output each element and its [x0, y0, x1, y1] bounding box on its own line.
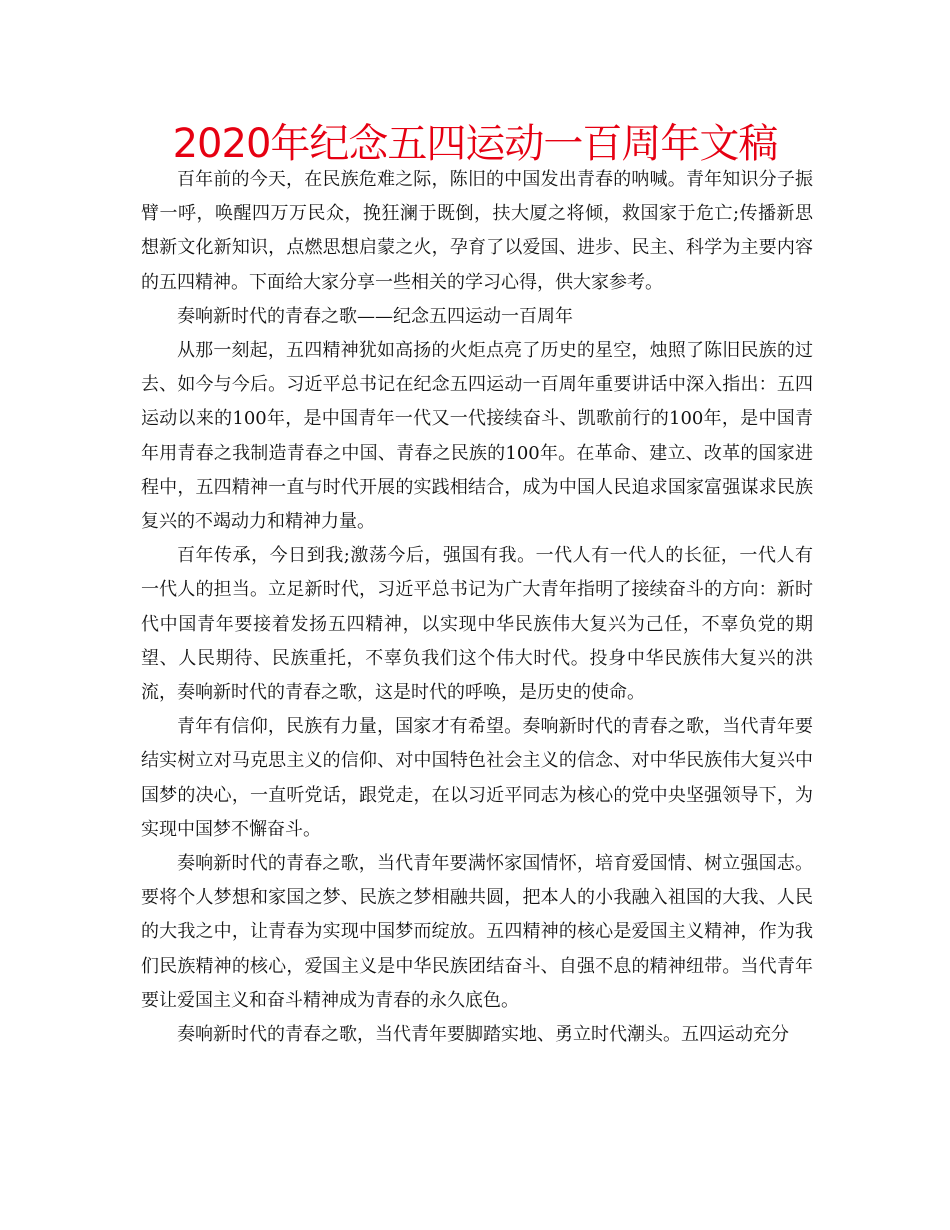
document-title: 2020年纪念五四运动一百周年文稿 [172, 121, 778, 167]
paragraph-intro: 百年前的今天，在民族危难之际，陈旧的中国发出青春的呐喊。青年知识分子振臂一呼，唤醒四万万民众，挽狂澜于既倒，扶大厦之将倾，救国家于危亡;传播新思想新文化新知识，点燃思想启蒙之火，孕育了以爱国、进步、民主、科学为主要内容的五四精神。下面给大家分享一些相关的学习心得，供大家参考。 [141, 169, 813, 293]
paragraph: 从那一刻起，五四精神犹如高扬的火炬点亮了历史的星空，烛照了陈旧民族的过去、如今与今后。习近平总书记在纪念五四运动一百周年重要讲话中深入指出：五四运动以来的100年，是中国青年一代又一代接续奋斗、凯歌前行的100年，是中国青年用青春之我制造青春之中国、青春之民族的100年。在革命、建立、改革的国家进程中，五四精神一直与时代开展的实践相结合，成为中国人民追求国家富强谋求民族复兴的不竭动力和精神力量。 [141, 340, 813, 533]
paragraph-subheading: 奏响新时代的青春之歌——纪念五四运动一百周年 [177, 305, 573, 327]
paragraph: 奏响新时代的青春之歌，当代青年要脚踏实地、勇立时代潮头。五四运动充分 [177, 1024, 789, 1046]
document-body [141, 163, 813, 1052]
paragraph: 青年有信仰，民族有力量，国家才有希望。奏响新时代的青春之歌，当代青年要结实树立对马克思主义的信仰、对中国特色社会主义的信念、对中华民族伟大复兴中国梦的决心，一直听党话，跟党走，在以习近平同志为核心的党中央坚强领导下，为实现中国梦不懈奋斗。 [141, 716, 813, 840]
paragraph: 百年传承，今日到我;激荡今后，强国有我。一代人有一代人的长征，一代人有一代人的担当。立足新时代，习近平总书记为广大青年指明了接续奋斗的方向：新时代中国青年要接着发扬五四精神，以实现中华民族伟大复兴为己任，不辜负党的期望、人民期待、民族重托，不辜负我们这个伟大时代。投身中华民族伟大复兴的洪流，奏响新时代的青春之歌，这是时代的呼唤，是历史的使命。 [141, 545, 813, 704]
paragraph: 奏响新时代的青春之歌，当代青年要满怀家国情怀，培育爱国情、树立强国志。要将个人梦想和家国之梦、民族之梦相融共圆，把本人的小我融入祖国的大我、人民的大我之中，让青春为实现中国梦而绽放。五四精神的核心是爱国主义精神，作为我们民族精神的核心，爱国主义是中华民族团结奋斗、自强不息的精神纽带。当代青年要让爱国主义和奋斗精神成为青春的永久底色。 [141, 853, 813, 1011]
